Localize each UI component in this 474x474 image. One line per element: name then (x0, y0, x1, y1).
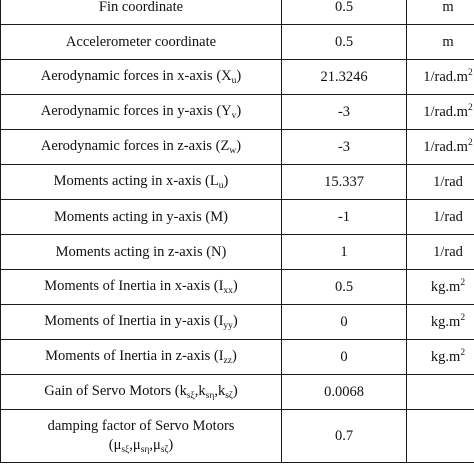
parameter-value: 0.5 (334, 278, 354, 295)
parameter-name: Aerodynamic forces in z-axis (Z (40, 138, 230, 154)
parameter-unit-superscript: 2 (467, 138, 473, 148)
parameter-name-cell (1, 60, 282, 95)
parameter-subscript: sζ (225, 391, 233, 401)
parameter-value: 0.5 (334, 33, 354, 50)
parameter-value-cell (282, 410, 407, 463)
parameter-name-cell (1, 95, 282, 130)
table-row (1, 0, 474, 25)
parameter-unit-cell (407, 340, 474, 375)
parameter-subscript: zz (223, 356, 232, 366)
parameter-name-sep: ,μ (129, 436, 141, 453)
parameter-value-cell (282, 340, 407, 375)
parameter-value: 0 (340, 348, 348, 365)
table-row (1, 340, 474, 375)
parameter-unit-cell (407, 305, 474, 340)
parameter-subscript: xx (223, 286, 233, 296)
parameter-value: 21.3246 (320, 68, 368, 85)
parameter-value: 0.0068 (324, 383, 364, 400)
parameter-unit-cell (407, 410, 474, 463)
parameter-value: 0.5 (334, 0, 354, 15)
parameter-name-sep: ,k (194, 383, 206, 399)
parameter-name-cell (1, 25, 282, 60)
table-row (1, 60, 474, 95)
parameter-name-cell (1, 0, 282, 25)
parameter-unit: 1/rad (433, 243, 463, 260)
parameter-value-cell (282, 130, 407, 165)
parameter-unit-cell (407, 130, 474, 165)
parameter-name-sep: ,k (214, 383, 226, 399)
parameter-name-cell (1, 305, 282, 340)
parameter-value-cell (282, 60, 407, 95)
parameter-unit: 1/rad (433, 173, 463, 190)
parameter-name-close: ) (232, 313, 238, 329)
parameter-unit: 1/rad.m (423, 104, 468, 120)
table-row (1, 165, 474, 200)
parameter-subscript: sξ (186, 391, 195, 401)
parameter-subscript: v (231, 111, 237, 121)
parameter-unit-cell (407, 235, 474, 270)
parameter-name-line2 (3, 437, 279, 455)
parameter-subscript: u (231, 76, 237, 86)
parameter-name-cell (1, 200, 282, 235)
parameter-name: Moments acting in y-axis (M) (54, 208, 228, 225)
parameter-name-cell (1, 165, 282, 200)
parameter-unit: kg.m (430, 279, 461, 295)
table-row (1, 235, 474, 270)
parameter-value: -3 (337, 103, 351, 120)
parameter-name: Moments acting in z-axis (N) (55, 243, 227, 260)
parameter-name-close: ) (236, 68, 242, 84)
table-row (1, 200, 474, 235)
parameter-unit-cell (407, 200, 474, 235)
parameter-subscript: sξ (121, 444, 130, 455)
table-row (1, 95, 474, 130)
parameter-value-cell (282, 375, 407, 410)
parameter-unit: 1/rad.m (423, 139, 468, 155)
parameter-value: 0 (340, 313, 348, 330)
parameter-name: Moments of Inertia in y-axis (I (44, 313, 224, 329)
parameter-name: Moments of Inertia in z-axis (I (45, 348, 224, 364)
parameter-unit-superscript: 2 (460, 348, 466, 358)
parameter-unit: 1/rad (433, 208, 463, 225)
table-row (1, 410, 474, 463)
parameter-unit-cell (407, 0, 474, 25)
parameter-value: -3 (337, 138, 351, 155)
parameter-subscript: w (229, 146, 237, 156)
parameter-name-cell (1, 410, 282, 463)
parameter-subscript: yy (223, 321, 233, 331)
parameter-unit: m (442, 33, 454, 50)
parameter-value: 15.337 (324, 173, 364, 190)
table-row (1, 375, 474, 410)
parameter-value-cell (282, 235, 407, 270)
parameter-name-cell (1, 270, 282, 305)
parameter-name: damping factor of Servo Motors (47, 417, 235, 434)
parameter-name-sep: ,μ (149, 436, 161, 453)
parameter-unit: 1/rad.m (423, 69, 468, 85)
parameter-name-close: ) (223, 173, 229, 189)
parameter-value-cell (282, 200, 407, 235)
table-row (1, 130, 474, 165)
parameter-unit: kg.m (430, 349, 461, 365)
parameter-name-close: ) (231, 348, 237, 364)
parameter-value-cell (282, 25, 407, 60)
parameter-name-cell (1, 375, 282, 410)
parameter-name-cell (1, 130, 282, 165)
parameter-name-close: ) (232, 278, 238, 294)
parameter-value: 0.7 (334, 427, 354, 444)
parameter-unit-superscript: 2 (460, 313, 466, 323)
table-row (1, 25, 474, 60)
parameter-name: Moments acting in x-axis (L (53, 173, 219, 189)
parameter-unit-cell (407, 165, 474, 200)
parameter-name: Fin coordinate (98, 0, 184, 15)
parameter-name-cell (1, 235, 282, 270)
parameter-name-close: ) (236, 103, 242, 119)
parameter-name: Moments of Inertia in x-axis (I (44, 278, 224, 294)
parameter-unit-cell (407, 60, 474, 95)
parameter-value: 1 (340, 243, 348, 260)
parameter-unit-cell (407, 270, 474, 305)
parameter-unit-superscript: 2 (467, 103, 473, 113)
parameter-unit-superscript: 2 (460, 278, 466, 288)
parameter-name-close: ) (168, 436, 174, 453)
parameter-subscript: sη (140, 444, 150, 455)
parameter-name: Aerodynamic forces in x-axis (X (40, 68, 232, 84)
table-row (1, 305, 474, 340)
parameter-name: Aerodynamic forces in y-axis (Y (40, 103, 232, 119)
parameter-unit: kg.m (430, 314, 461, 330)
parameter-unit-superscript: 2 (467, 68, 473, 78)
parameter-name: Accelerometer coordinate (65, 33, 217, 50)
parameter-subscript: sζ (160, 444, 169, 455)
parameter-value-cell (282, 0, 407, 25)
parameter-subscript: sη (205, 391, 215, 401)
parameter-value: -1 (337, 208, 351, 225)
parameter-unit-cell (407, 95, 474, 130)
parameter-subscript: u (218, 181, 224, 191)
parameter-unit-cell (407, 25, 474, 60)
parameter-unit: m (442, 0, 454, 15)
parameter-value-cell (282, 270, 407, 305)
parameter-unit-cell (407, 375, 474, 410)
parameter-name-close: ) (236, 138, 242, 154)
parameter-value-cell (282, 305, 407, 340)
parameter-name: Gain of Servo Motors (k (44, 383, 187, 399)
parameter-name-cell (1, 340, 282, 375)
parameter-name-close: ) (232, 383, 238, 399)
parameter-name-open: (μ (108, 436, 122, 453)
table-row (1, 270, 474, 305)
parameter-value-cell (282, 95, 407, 130)
parameter-value-cell (282, 165, 407, 200)
